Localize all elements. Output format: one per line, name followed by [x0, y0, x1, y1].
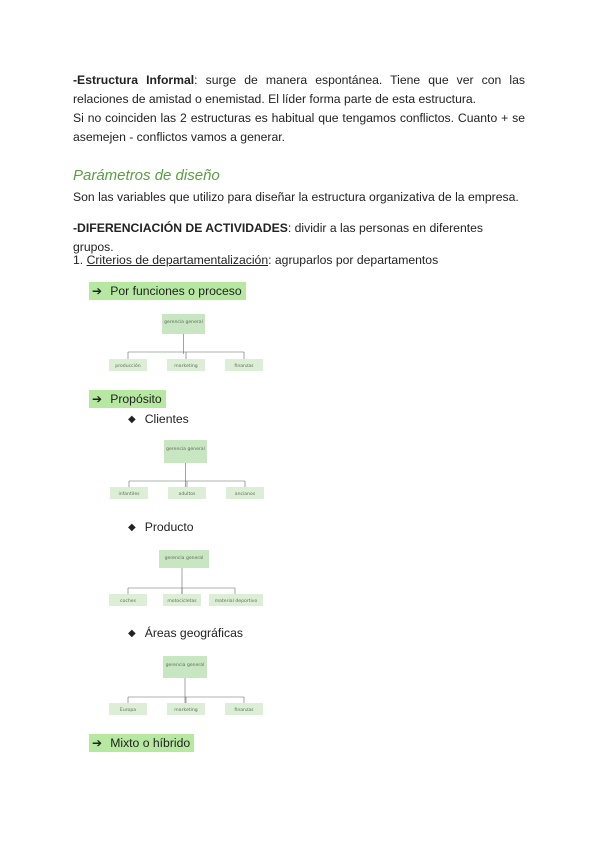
diferenciacion-term: -DIFERENCIACIÓN DE ACTIVIDADES	[73, 221, 288, 235]
chart-top-label: gerencia general	[164, 320, 203, 325]
criterios-number: 1.	[73, 253, 87, 267]
item-proposito	[89, 390, 166, 408]
subitem-producto	[128, 518, 193, 538]
criterios-paragraph	[73, 251, 525, 270]
criterios-text: : agruparlos por departamentos	[268, 253, 439, 267]
diamond-bullet-icon: ◆	[128, 628, 136, 639]
org-chart-producto	[108, 548, 268, 608]
intro-paragraph	[73, 188, 525, 207]
intro-text: Son las variables que utilizo para diseñar la estructura organizativa de la empresa.	[73, 190, 519, 204]
chart-child-label: marketing	[174, 364, 198, 369]
chart-top-label: gerencia general	[164, 556, 204, 561]
paragraph-conflicts	[73, 109, 525, 128]
diamond-bullet-icon: ◆	[128, 522, 136, 533]
arrow-icon: ➔	[92, 392, 103, 406]
paragraph-informal-2	[73, 90, 525, 109]
item-mixto	[89, 734, 194, 752]
item-mixto-label: Mixto o híbrido	[110, 736, 191, 750]
informal-text-1: : surge de manera espontánea. Tiene que ver con las	[194, 73, 525, 87]
chart-child-label: marketing	[174, 708, 198, 713]
item-proposito-label: Propósito	[110, 392, 162, 406]
criterios-term: Criterios de departamentalización	[86, 253, 269, 267]
chart-top-label: gerencia general	[165, 663, 205, 668]
subitem-producto-label: Producto	[144, 520, 194, 534]
arrow-icon: ➔	[92, 736, 103, 750]
chart-child-label: motocicletas	[167, 599, 197, 604]
chart-child-label: ancianos	[234, 492, 256, 497]
paragraph-informal	[73, 71, 525, 90]
conflicts-text-2: asemejen - conflictos vamos a generar.	[73, 130, 286, 144]
chart-child-label: coches	[120, 599, 136, 604]
org-chart-areas	[107, 654, 267, 718]
arrow-icon: ➔	[92, 284, 103, 298]
diferenciacion-text: : dividir a las personas en diferentes grupos.	[73, 221, 483, 254]
item-funciones-label: Por funciones o proceso	[110, 284, 242, 298]
diamond-bullet-icon: ◆	[128, 414, 136, 425]
org-chart-funciones	[106, 312, 266, 374]
conflicts-text-1: Si no coinciden las 2 estructuras es habitual que tengamos conflictos. Cuanto + se	[73, 111, 525, 125]
subitem-clientes	[128, 410, 189, 430]
chart-top-label: gerencia general	[166, 447, 205, 452]
section-heading: Parámetros de diseño	[73, 167, 220, 184]
chart-child-label: infantiles	[118, 492, 140, 497]
chart-child-label: material deportivo	[214, 599, 258, 604]
chart-child-label: finanzas	[234, 364, 254, 369]
item-funciones	[89, 282, 246, 300]
org-chart-clientes	[108, 438, 268, 502]
subitem-clientes-label: Clientes	[144, 412, 189, 426]
subitem-areas-label: Áreas geográficas	[144, 626, 243, 640]
chart-child-label: Europa	[119, 708, 137, 713]
chart-child-label: producción	[115, 364, 141, 369]
informal-text-2: relaciones de amistad o enemistad. El líder forma parte de esta estructura.	[73, 92, 477, 106]
subitem-areas	[128, 624, 243, 644]
term-informal: -Estructura Informal	[73, 73, 195, 87]
chart-child-label: finanzas	[234, 708, 254, 713]
paragraph-conflicts-2	[73, 128, 525, 147]
chart-child-label: adultos	[178, 492, 196, 497]
